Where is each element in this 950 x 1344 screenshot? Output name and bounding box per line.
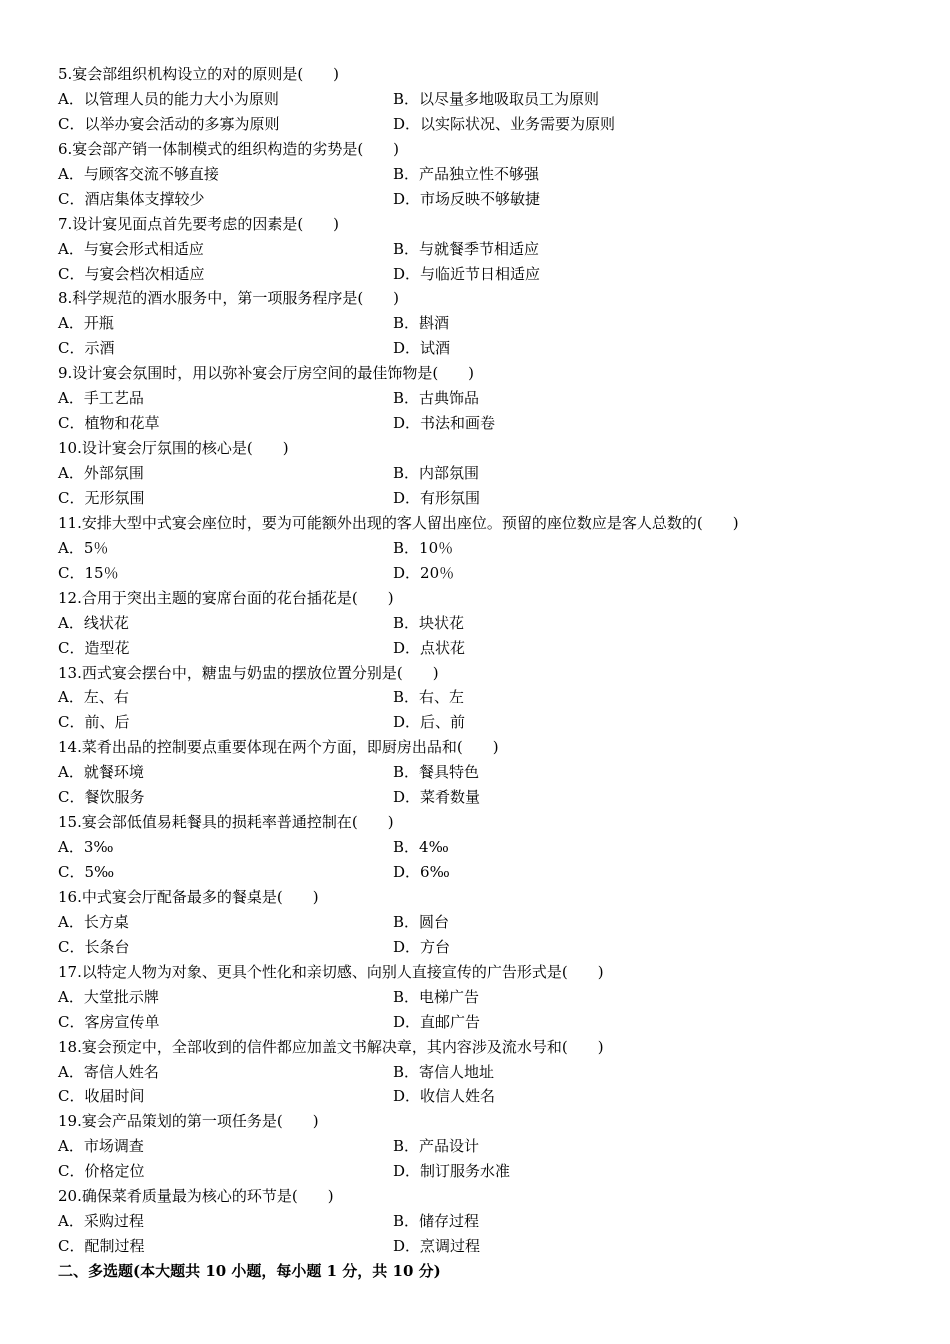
question-block: [0, 436, 950, 511]
option-c: C．以举办宴会活动的多寡为原则: [58, 114, 280, 133]
option-a: A．寄信人姓名: [58, 1062, 159, 1081]
question-stem: 18.宴会预定中，全部收到的信件都应加盖文书解决章，其内容涉及流水号和( ): [58, 1037, 604, 1056]
option-row: [0, 910, 950, 935]
option-d: D．方台: [393, 937, 451, 956]
option-row: [0, 536, 950, 561]
option-c: C．长条台: [58, 937, 130, 956]
question-stem: 16.中式宴会厅配备最多的餐桌是( ): [58, 887, 319, 906]
option-row: [0, 1159, 950, 1184]
option-c: C．造型花: [58, 638, 130, 657]
question-block: [0, 62, 950, 137]
option-d: D．菜肴数量: [393, 788, 481, 807]
option-c: C．酒店集体支撑较少: [58, 189, 205, 208]
question-block: [0, 661, 950, 736]
question-stem: 19.宴会产品策划的第一项任务是( ): [58, 1112, 319, 1131]
option-a: A．5％: [58, 538, 109, 557]
option-a: A．与宴会形式相适应: [58, 239, 204, 258]
question-block: [0, 1109, 950, 1184]
option-c: C．前、后: [58, 713, 130, 732]
option-row: [0, 1234, 950, 1259]
option-a: A．与顾客交流不够直接: [58, 164, 219, 183]
option-row: [0, 1209, 950, 1234]
option-b: B．4‰: [393, 838, 449, 857]
question-stem: 13.西式宴会摆台中，糖盅与奶盅的摆放位置分别是( ): [58, 663, 439, 682]
option-d: D．后、前: [393, 713, 466, 732]
question-stem: 14.菜肴出品的控制要点重要体现在两个方面，即厨房出品和( ): [58, 738, 499, 757]
question-stem: 8.科学规范的酒水服务中，第一项服务程序是( ): [58, 289, 400, 308]
option-row: [0, 87, 950, 112]
question-block: [0, 212, 950, 287]
option-d: D．书法和画卷: [393, 414, 496, 433]
option-d: D．有形氛围: [393, 488, 481, 507]
option-row: [0, 860, 950, 885]
question-block: [0, 586, 950, 661]
option-b: B．储存过程: [393, 1212, 480, 1231]
option-row: [0, 461, 950, 486]
option-b: B．电梯广告: [393, 987, 480, 1006]
option-d: D．以实际状况、业务需要为原则: [393, 114, 616, 133]
section-heading: 二、多选题(本大题共 10 小题，每小题 1 分，共 10 分): [58, 1262, 441, 1280]
question-stem: 7.设计宴见面点首先要考虑的因素是( ): [58, 214, 340, 233]
option-d: D．收信人姓名: [393, 1087, 496, 1106]
option-c: C．餐饮服务: [58, 788, 145, 807]
option-c: C．无形氛围: [58, 488, 145, 507]
option-a: A．就餐环境: [58, 763, 144, 782]
option-b: B．产品设计: [393, 1137, 480, 1156]
question-stem: 17.以特定人物为对象、更具个性化和亲切感、向别人直接宣传的广告形式是( ): [58, 962, 604, 981]
option-row: [0, 162, 950, 187]
option-row: [0, 611, 950, 636]
question-block: [0, 137, 950, 212]
question-stem: 20.确保菜肴质量最为核心的环节是( ): [58, 1187, 334, 1206]
question-block: [0, 1184, 950, 1259]
option-d: D．烹调过程: [393, 1237, 481, 1256]
option-b: B．古典饰品: [393, 389, 480, 408]
option-row: [0, 486, 950, 511]
option-c: C．15％: [58, 563, 119, 582]
option-row: [0, 1010, 950, 1035]
option-a: A．采购过程: [58, 1212, 144, 1231]
question-stem: 6.宴会部产销一体制模式的组织构造的劣势是( ): [58, 139, 400, 158]
option-a: A．市场调查: [58, 1137, 144, 1156]
question-stem: 11.安排大型中式宴会座位时，要为可能额外出现的客人留出座位。预留的座位数应是客人总数的( ): [58, 513, 739, 532]
option-row: [0, 935, 950, 960]
question-block: [0, 1035, 950, 1110]
question-block: [0, 511, 950, 586]
option-a: A．开瓶: [58, 314, 114, 333]
option-b: B．右、左: [393, 688, 465, 707]
option-a: A．以管理人员的能力大小为原则: [58, 89, 279, 108]
option-b: B．圆台: [393, 912, 450, 931]
option-c: C．收届时间: [58, 1087, 145, 1106]
option-b: B．与就餐季节相适应: [393, 239, 540, 258]
question-stem: 5.宴会部组织机构设立的对的原则是( ): [58, 65, 340, 83]
option-row: [0, 262, 950, 287]
option-row: [0, 1060, 950, 1085]
option-a: A．大堂批示牌: [58, 987, 159, 1006]
option-row: [0, 985, 950, 1010]
exam-page: [0, 62, 950, 1284]
option-b: B．以尽量多地吸取员工为原则: [393, 89, 600, 108]
question-stem: 9.设计宴会氛围时，用以弥补宴会厅房空间的最佳饰物是( ): [58, 364, 475, 383]
option-row: [0, 386, 950, 411]
option-a: A．线状花: [58, 613, 129, 632]
question-stem: 15.宴会部低值易耗餐具的损耗率普通控制在( ): [58, 813, 394, 832]
option-b: B．餐具特色: [393, 763, 480, 782]
option-row: [0, 336, 950, 361]
option-a: A．3‰: [58, 838, 114, 857]
option-row: [0, 311, 950, 336]
option-b: B．产品独立性不够强: [393, 164, 540, 183]
option-b: B．斟酒: [393, 314, 450, 333]
option-a: A．左、右: [58, 688, 129, 707]
option-c: C．价格定位: [58, 1162, 145, 1181]
option-row: [0, 760, 950, 785]
question-block: [0, 885, 950, 960]
option-row: [0, 710, 950, 735]
option-c: C．示酒: [58, 339, 115, 358]
question-block: [0, 361, 950, 436]
option-d: D．市场反映不够敏捷: [393, 189, 541, 208]
option-row: [0, 561, 950, 586]
option-d: D．直邮广告: [393, 1012, 481, 1031]
option-d: D．6‰: [393, 863, 450, 881]
option-d: D．与临近节日相适应: [393, 264, 541, 283]
option-row: [0, 112, 950, 137]
question-block: [0, 286, 950, 361]
option-c: C．客房宣传单: [58, 1012, 160, 1031]
option-c: C．与宴会档次相适应: [58, 264, 205, 283]
option-b: B．内部氛围: [393, 464, 480, 482]
option-c: C．配制过程: [58, 1237, 145, 1256]
question-block: [0, 735, 950, 810]
question-block: [0, 810, 950, 885]
option-b: B．寄信人地址: [393, 1062, 495, 1081]
option-c: C．植物和花草: [58, 414, 160, 433]
option-a: A．手工艺品: [58, 389, 144, 408]
option-d: D．点状花: [393, 638, 466, 657]
option-row: [0, 187, 950, 212]
option-a: A．外部氛围: [58, 464, 144, 482]
option-row: [0, 1134, 950, 1159]
question-block: [0, 960, 950, 1035]
option-b: B．块状花: [393, 613, 465, 632]
question-stem: 12.合用于突出主题的宴席台面的花台插花是( ): [58, 588, 394, 607]
option-row: [0, 237, 950, 262]
option-row: [0, 636, 950, 661]
option-d: D．制订服务水准: [393, 1162, 511, 1181]
option-row: [0, 685, 950, 710]
option-c: C．5‰: [58, 863, 115, 881]
question-list: [0, 62, 950, 1259]
option-d: D．20％: [393, 563, 455, 582]
option-row: [0, 835, 950, 860]
question-stem: 10.设计宴会厅氛围的核心是( ): [58, 439, 289, 458]
option-b: B．10％: [393, 538, 454, 557]
option-row: [0, 785, 950, 810]
option-a: A．长方桌: [58, 912, 129, 931]
option-d: D．试酒: [393, 339, 451, 358]
option-row: [0, 411, 950, 436]
option-row: [0, 1084, 950, 1109]
